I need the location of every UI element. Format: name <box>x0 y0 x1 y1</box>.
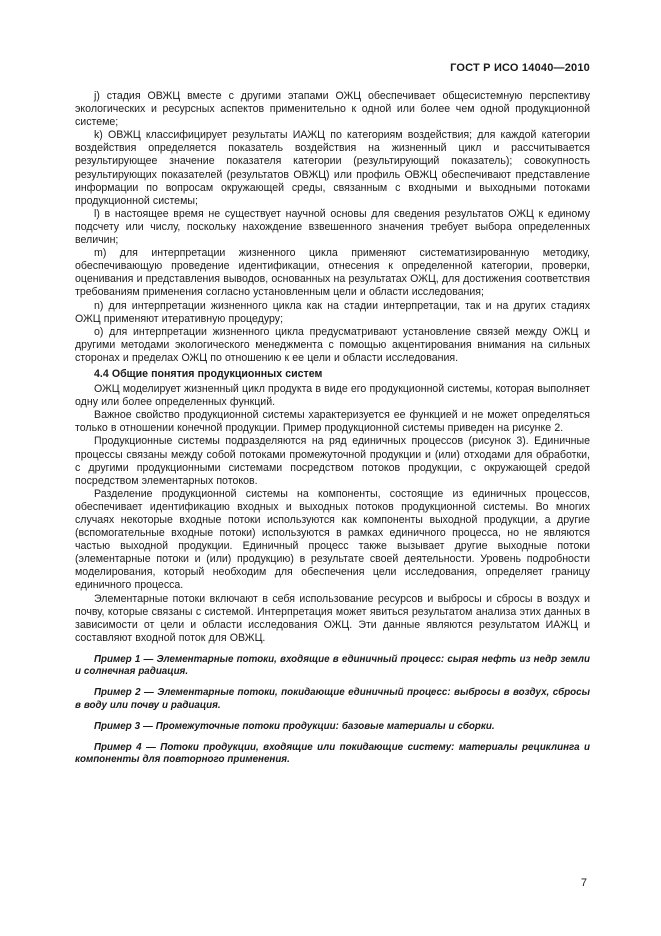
paragraph: k) ОВЖЦ классифицирует результаты ИАЖЦ по категориям воздействия; для каждой категории воздействия определяется показатель воздействия на жизненный цикл и рассчитывается результирующее значение показателя категории (результирующий показатель); совокупность результирующих показателей (результатов ОВЖЦ) или профиль ОВЖЦ обеспечивают представление информации по вопросам окружающей среды, связанным с входными и выходными потоками продукционной системы; <box>75 129 590 207</box>
paragraph: n) для интерпретации жизненного цикла как на стадии интерпретации, так и на других стадиях ОЖЦ применяют итеративную процедуру; <box>75 299 590 325</box>
example-paragraph: Пример 1 — Элементарные потоки, входящие в единичный процесс: сырая нефть из недр земли и солнечная радиация. <box>75 653 590 678</box>
paragraph: ОЖЦ моделирует жизненный цикл продукта в виде его продукционной системы, которая выполняет одну или более определенных функций. <box>75 383 590 409</box>
page-number: 7 <box>580 877 587 889</box>
paragraph: m) для интерпретации жизненного цикла применяют систематизированную методику, обеспечивающую проведение идентификации, отнесения к определенной категории, проверки, оценивания и представления выводов, основанных на результатах ОЖЦ, для достижения соответствия требованиям применения согласно установленным цели и области исследования; <box>75 247 590 299</box>
paragraph: Разделение продукционной системы на компоненты, состоящие из единичных процессов, обеспечивает идентификацию входных и выходных потоков продукционной системы. Во многих случаях некоторые входные потоки используются как компоненты выходной продукции, а другие (вспомогательные входные потоки) используются в рамках единичного процесса, но не являются частью выходной продукции. Единичный процесс также вызывает другие выходные потоки (элементарные потоки и (или) продукцию) в результате своей деятельности. Уровень подробности моделирования, который необходим для обеспечения цели исследования, определяет границу единичного процесса. <box>75 487 590 592</box>
example-paragraph: Пример 4 — Потоки продукции, входящие или покидающие систему: материалы рециклинга и компоненты для повторного применения. <box>75 741 590 766</box>
document-body <box>75 90 590 766</box>
paragraph: l) в настоящее время не существует научной основы для сведения результатов ОЖЦ к единому подсчету или числу, поскольку нахождение взвешенного значения требует выбора определенных величин; <box>75 207 590 247</box>
standard-designation: ГОСТ Р ИСО 14040—2010 <box>450 62 590 74</box>
paragraph: j) стадия ОВЖЦ вместе с другими этапами ОЖЦ обеспечивает общесистемную перспективу экологических и ресурсных аспектов применительно к одной или более чем одной продукционной системе; <box>75 90 590 129</box>
paragraph: Элементарные потоки включают в себя использование ресурсов и выбросы и сбросы в воздух и почву, которые связаны с системой. Интерпретация может явиться результатом анализа этих данных в зависимости от цели и области исследования ОЖЦ. Эти данные являются результатом ИАЖЦ и составляют входной поток для ОВЖЦ. <box>75 592 590 644</box>
paragraph: Важное свойство продукционной системы характеризуется ее функцией и не может определяться только в отношении конечной продукции. Пример продукционной системы приведен на рисунке 2. <box>75 409 590 435</box>
example-paragraph: Пример 2 — Элементарные потоки, покидающие единичный процесс: выбросы в воздух, сбросы в воду или почву и радиация. <box>75 687 590 711</box>
section-heading: 4.4 Общие понятия продукционных систем <box>94 367 323 380</box>
page-header <box>75 62 590 74</box>
paragraph: Продукционные системы подразделяются на ряд единичных процессов (рисунок 3). Единичные процессы связаны между собой потоками промежуточной продукции и (или) отходами для обработки, с другими продукционными системами посредством потоков продукции, с окружающей средой посредством элементарных потоков. <box>75 435 590 487</box>
paragraph: o) для интерпретации жизненного цикла предусматривают установление связей между ОЖЦ и другими методами экологического менеджмента с помощью акцентирования внимания на сильных сторонах и пределах ОЖЦ по отношению к ее цели и области исследования. <box>75 325 590 364</box>
example-paragraph: Пример 3 — Промежуточные потоки продукции: базовые материалы и сборки. <box>94 720 495 732</box>
